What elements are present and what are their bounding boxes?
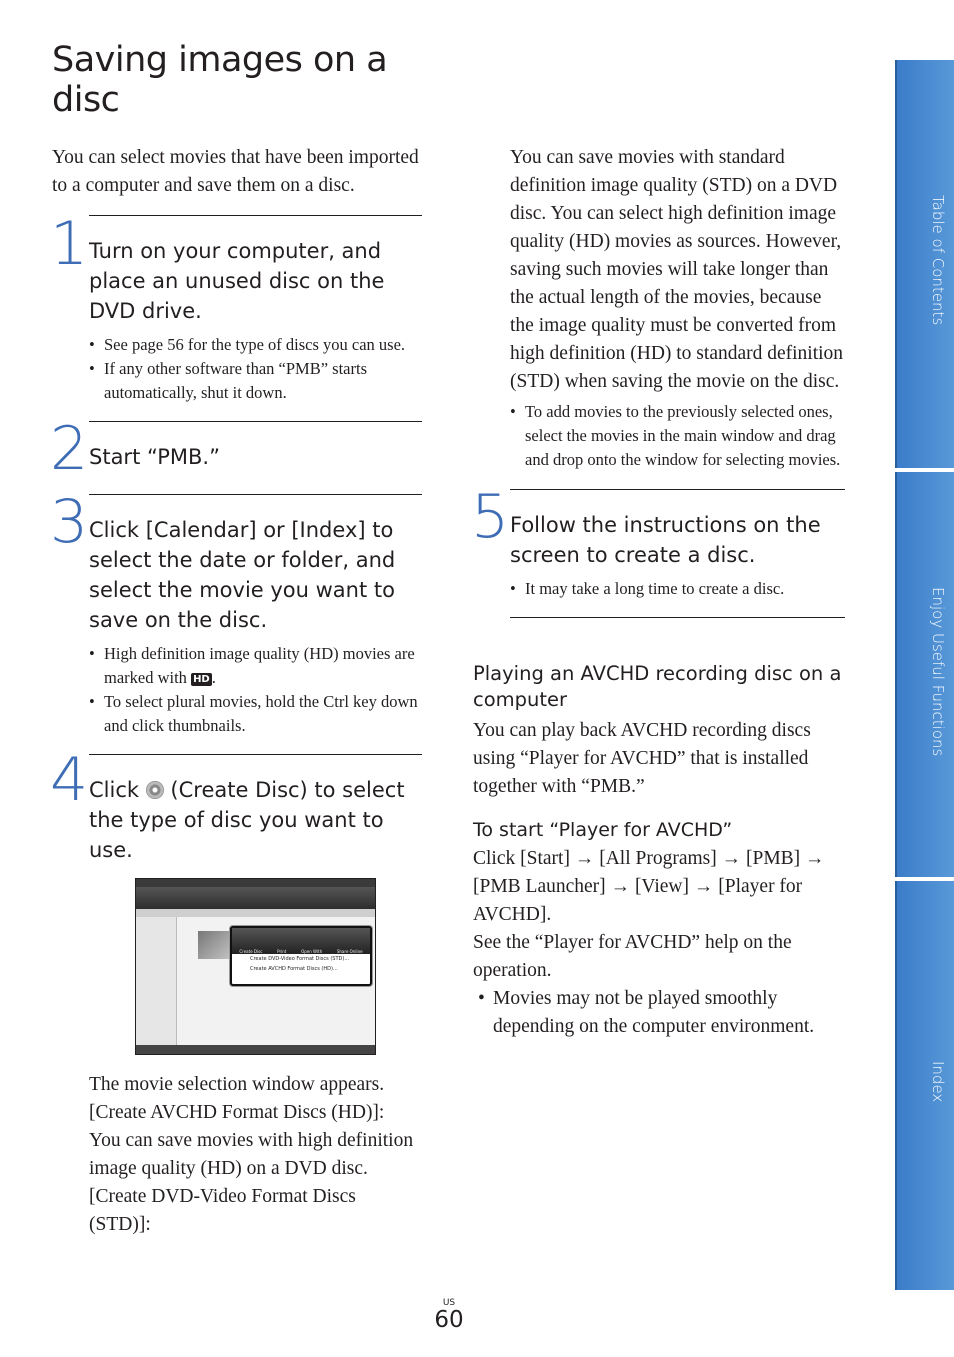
avchd-path: Click [Start] → [All Programs] → [PMB] → [PMB Launcher] → [View] → [Player for AVCHD]. xyxy=(473,845,845,929)
step-1 xyxy=(50,209,422,421)
note-item: • To select plural movies, hold the Ctrl key down and click thumbnails. xyxy=(89,690,422,738)
step-number: 1 xyxy=(50,209,89,279)
note-item: • To add movies to the previously selected ones, select the movies in the main window and drag and drop onto the window for selecting movies. xyxy=(510,400,845,472)
note-item: • If any other software than “PMB” starts automatically, shut it down. xyxy=(89,357,422,405)
arrow-icon: → xyxy=(574,848,595,869)
tab-enjoy-useful-functions[interactable]: Enjoy Useful Functions xyxy=(895,472,954,877)
step-heading: Start “PMB.” xyxy=(89,445,220,469)
toolbar-label: Create Disc xyxy=(239,949,263,954)
section-heading: Playing an AVCHD recording disc on a computer xyxy=(473,662,842,711)
toolbar-label: Print xyxy=(277,949,287,954)
tab-index[interactable]: Index xyxy=(895,881,954,1290)
pmb-screenshot xyxy=(135,878,376,1055)
step-3 xyxy=(50,487,422,754)
step-heading: Turn on your computer, and place an unused disc on the DVD drive. xyxy=(89,239,385,323)
menu-item: Create AVCHD Format Discs (HD)... xyxy=(250,966,338,972)
hd-icon: HD xyxy=(193,674,210,685)
step-heading: Click (Create Disc) to select the type of disc you want to use. xyxy=(89,778,405,862)
arrow-icon: → xyxy=(805,848,825,869)
intro-text: You can select movies that have been imported to a computer and save them on a disc. xyxy=(52,147,419,196)
arrow-icon: → xyxy=(693,876,714,897)
step-4-text: The movie selection window appears. xyxy=(89,1074,385,1095)
step-heading: Click [Calendar] or [Index] to select the date or folder, and select the movie you want to save on the disc. xyxy=(89,518,396,632)
subsection-heading: To start “Player for AVCHD” xyxy=(473,819,733,841)
step-number: 4 xyxy=(50,745,89,815)
step-heading: Follow the instructions on the screen to create a disc. xyxy=(510,513,821,567)
avchd-text: You can play back AVCHD recording discs using “Player for AVCHD” that is installed together with “PMB.” xyxy=(473,720,811,797)
note-item: • Movies may not be played smoothly depending on the computer environment. xyxy=(478,985,845,1041)
step-4-continuation: You can save movies with standard definition image quality (STD) on a DVD disc. You can select high definition image quality (HD) movies as sources. However, saving such movies will take longer than the actual length of the movies, because the image quality must be converted from high definition (HD) to standard definition (STD) when saving the movie on the disc. xyxy=(510,147,844,392)
step-2 xyxy=(50,414,422,494)
arrow-icon: → xyxy=(721,848,742,869)
side-tabs xyxy=(895,60,954,1290)
toolbar-label: Share Online xyxy=(336,949,363,954)
step-number: 3 xyxy=(50,487,89,557)
note-item: • See page 56 for the type of discs you can use. xyxy=(89,333,422,357)
note-item: • High definition image quality (HD) movies are marked with HD . xyxy=(89,642,422,690)
step-4-text: You can save movies with high definition image quality (HD) on a DVD disc. xyxy=(89,1130,414,1179)
avchd-help: See the “Player for AVCHD” help on the operation. xyxy=(473,932,792,981)
step-5 xyxy=(471,482,845,618)
arrow-icon: → xyxy=(610,876,631,897)
create-disc-icon xyxy=(146,781,164,799)
step-number: 2 xyxy=(50,414,89,484)
menu-item: Create DVD-Video Format Discs (STD)... xyxy=(250,956,350,962)
page-number: US 60 xyxy=(434,1298,464,1333)
toolbar-label: Open With xyxy=(301,949,323,954)
step-4-text: [Create DVD-Video Format Discs (STD)]: xyxy=(89,1186,356,1235)
page-title: Saving images on a disc xyxy=(52,40,388,120)
step-number: 5 xyxy=(471,482,510,552)
tab-table-of-contents[interactable]: Table of Contents xyxy=(895,60,954,468)
note-item: • It may take a long time to create a disc. xyxy=(510,577,845,601)
step-4-text: [Create AVCHD Format Discs (HD)]: xyxy=(89,1102,385,1123)
